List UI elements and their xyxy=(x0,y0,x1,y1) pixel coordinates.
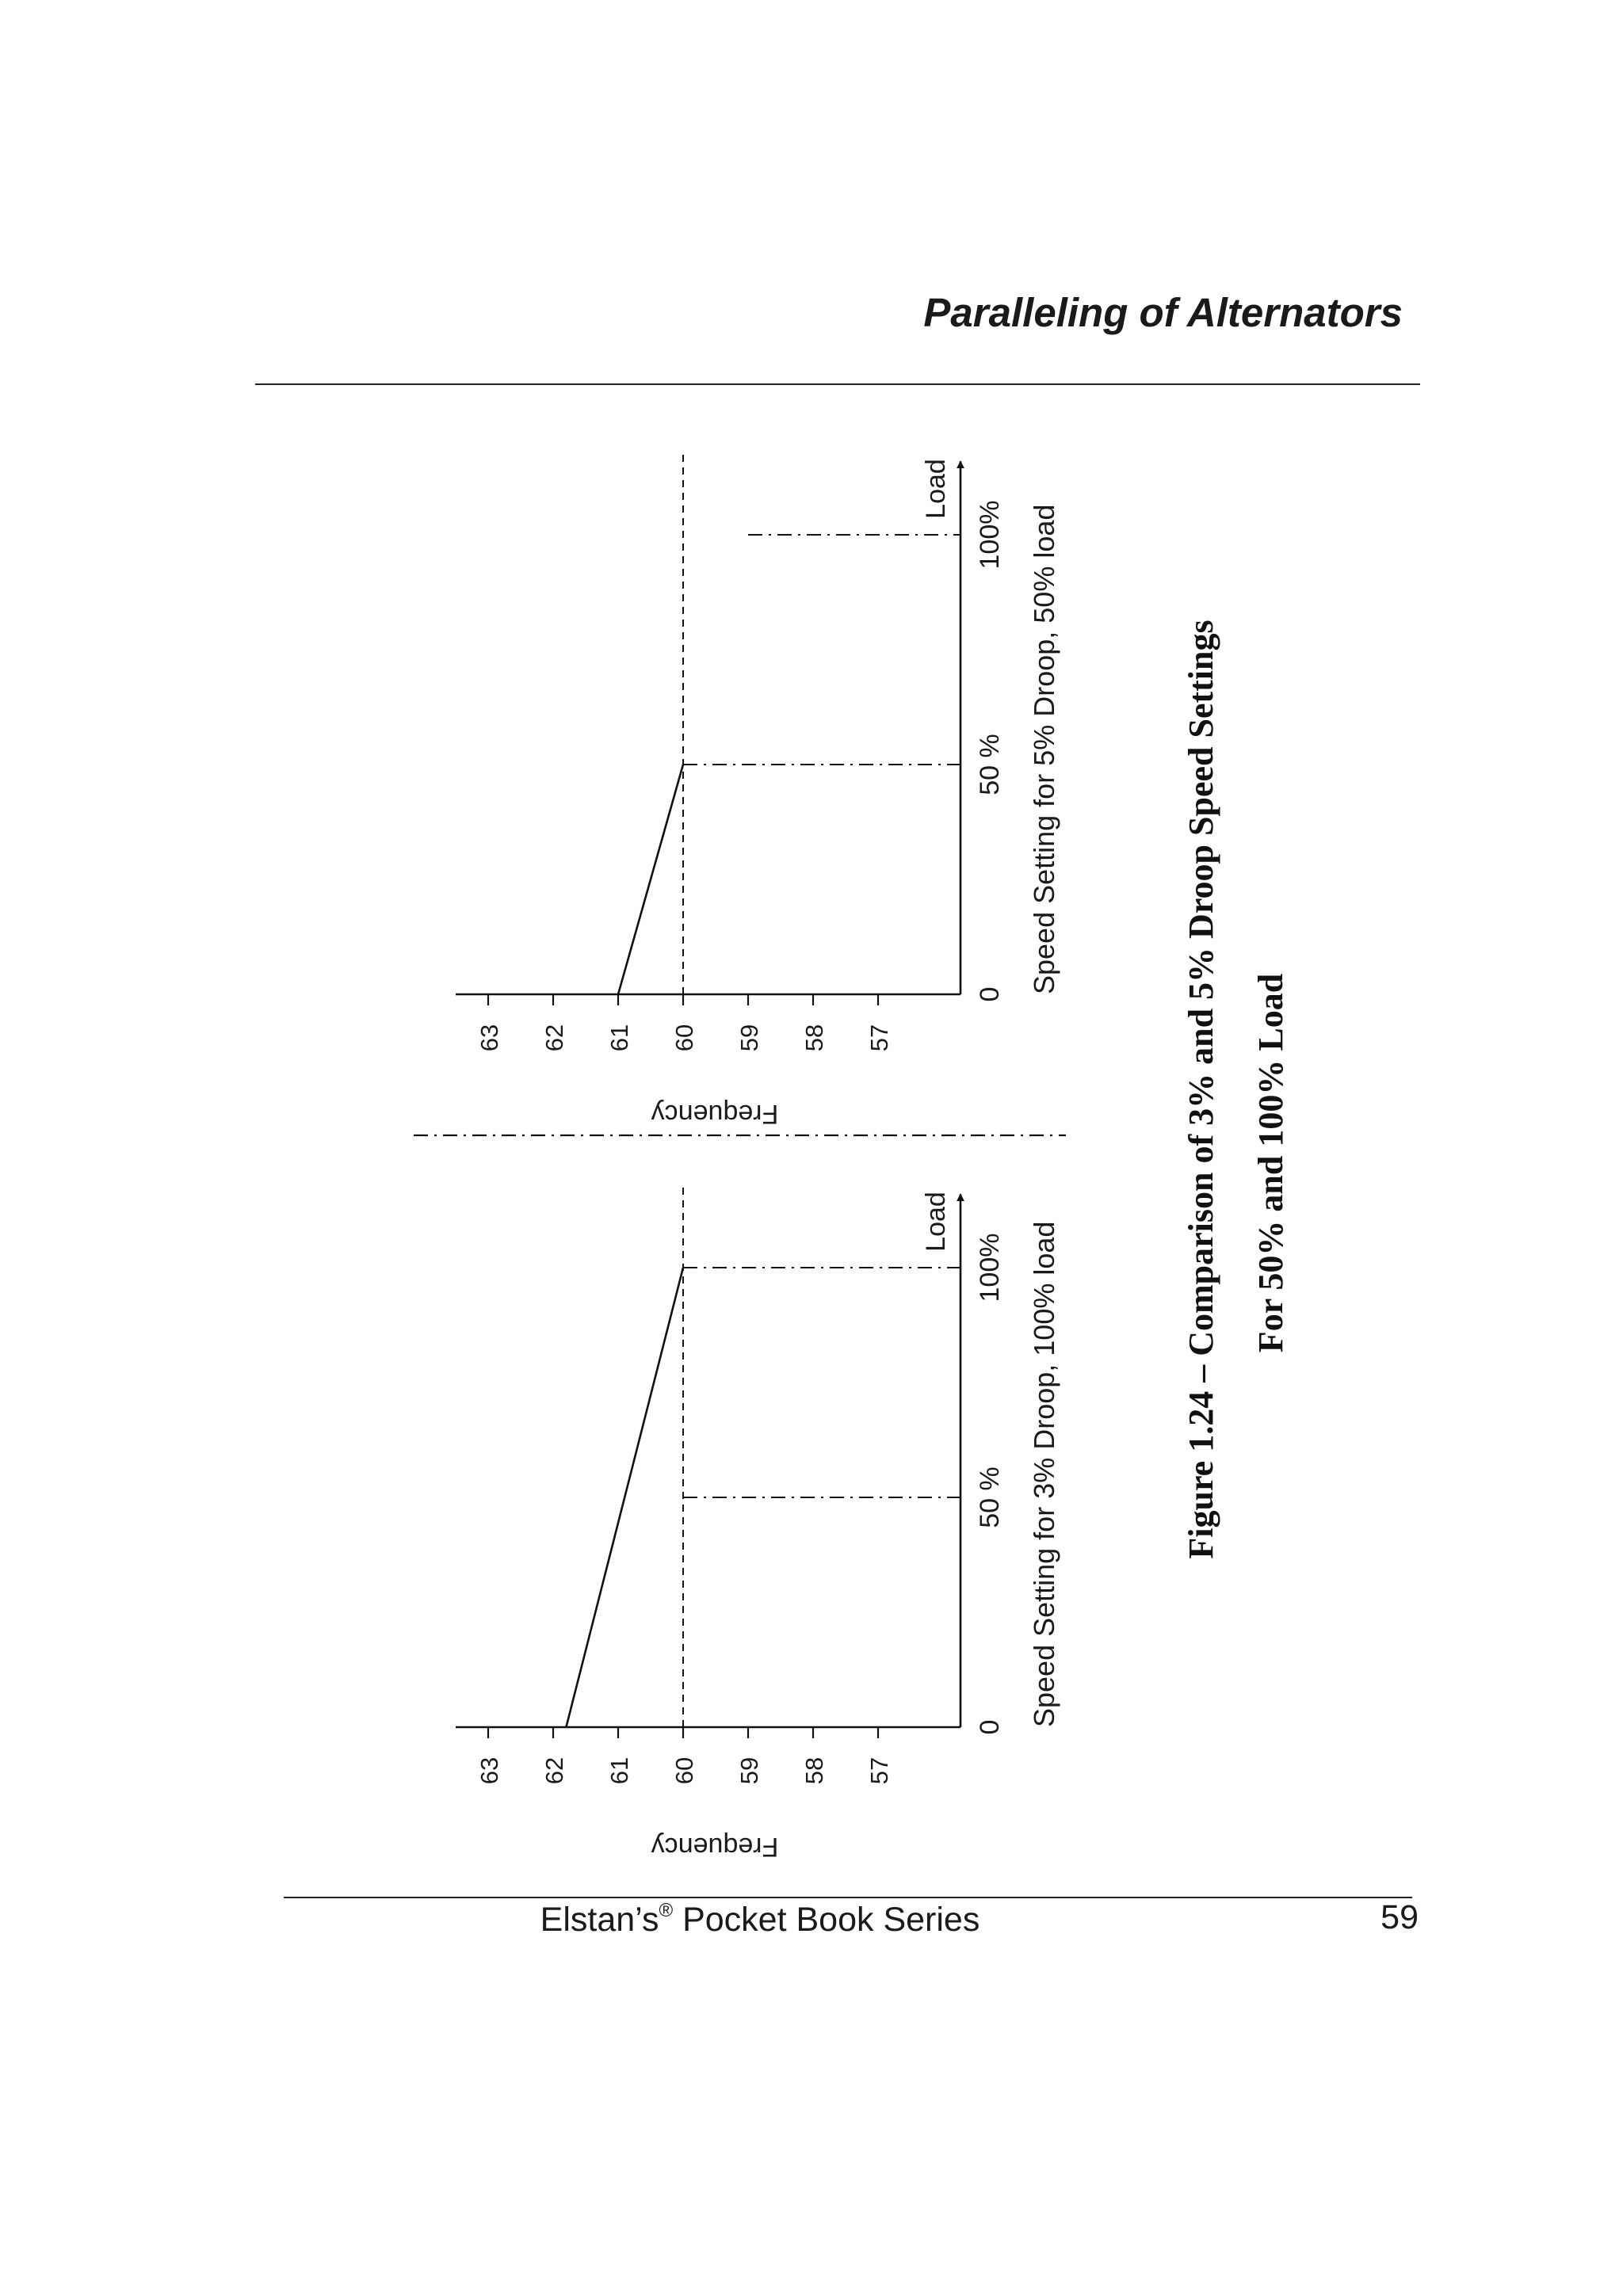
plot-3pct-freq-tick-label: 61 xyxy=(605,1756,633,1785)
plot-5pct-freq-tick-label: 63 xyxy=(475,1024,503,1052)
registered-mark: ® xyxy=(659,1900,674,1921)
plot-3pct-droop-line xyxy=(566,1268,683,1727)
figure-caption-line-2: For 50% and 100% Load xyxy=(1251,973,1290,1353)
plot-5pct-droop-line xyxy=(618,765,683,994)
figure-caption-line-1: Figure 1.24 – Comparison of 3% and 5% Droop Speed Settings xyxy=(1182,620,1220,1559)
plot-3pct-load-tick-label: 0 xyxy=(975,1719,1005,1735)
plot-5pct-freq-tick-label: 61 xyxy=(605,1024,633,1052)
plot-3pct-freq-tick-label: 58 xyxy=(800,1756,828,1785)
footer-series-name: Elstan’s xyxy=(540,1901,659,1939)
footer-series-title xyxy=(0,1900,1623,1939)
plot-3pct-freq-tick-label: 62 xyxy=(540,1756,568,1785)
page-header-title: Paralleling of Alternators xyxy=(923,290,1403,335)
plot-3pct-freq-tick-label: 63 xyxy=(475,1756,503,1785)
plot-5pct-freq-tick-label: 58 xyxy=(800,1024,828,1052)
plot-5pct-load-tick-label: 100% xyxy=(975,500,1005,570)
plot-5pct-ylabel: Frequency xyxy=(651,1099,779,1129)
plot-3pct-title: Speed Setting for 3% Droop, 100% load xyxy=(1028,1221,1060,1727)
plot-5pct-freq-tick-label: 57 xyxy=(865,1024,893,1052)
footer-series-rest: Pocket Book Series xyxy=(673,1901,980,1939)
plot-5pct-xlabel: Load xyxy=(921,459,951,519)
plot-5pct-load-tick-label: 50 % xyxy=(975,734,1005,795)
plot-5pct-freq-tick-label: 62 xyxy=(540,1024,568,1052)
plot-5pct-load-tick-label: 0 xyxy=(975,986,1005,1002)
plot-3pct-xlabel: Load xyxy=(921,1192,951,1252)
plot-5pct-title: Speed Setting for 5% Droop, 50% load xyxy=(1028,504,1060,994)
plot-3pct-freq-tick-label: 57 xyxy=(865,1756,893,1785)
plot-3pct-load-tick-label: 50 % xyxy=(975,1466,1005,1528)
plot-3pct-load-tick-label: 100% xyxy=(975,1233,1005,1302)
plot-3pct-freq-tick-label: 60 xyxy=(670,1756,698,1785)
footer-rule xyxy=(284,1897,1412,1898)
plot-3pct-ylabel: Frequency xyxy=(651,1832,779,1862)
plot-5pct-freq-tick-label: 60 xyxy=(670,1024,698,1052)
plot-3pct-freq-tick-label: 59 xyxy=(735,1756,763,1785)
plot-5pct-freq-tick-label: 59 xyxy=(735,1024,763,1052)
page-number: 59 xyxy=(1381,1898,1419,1936)
